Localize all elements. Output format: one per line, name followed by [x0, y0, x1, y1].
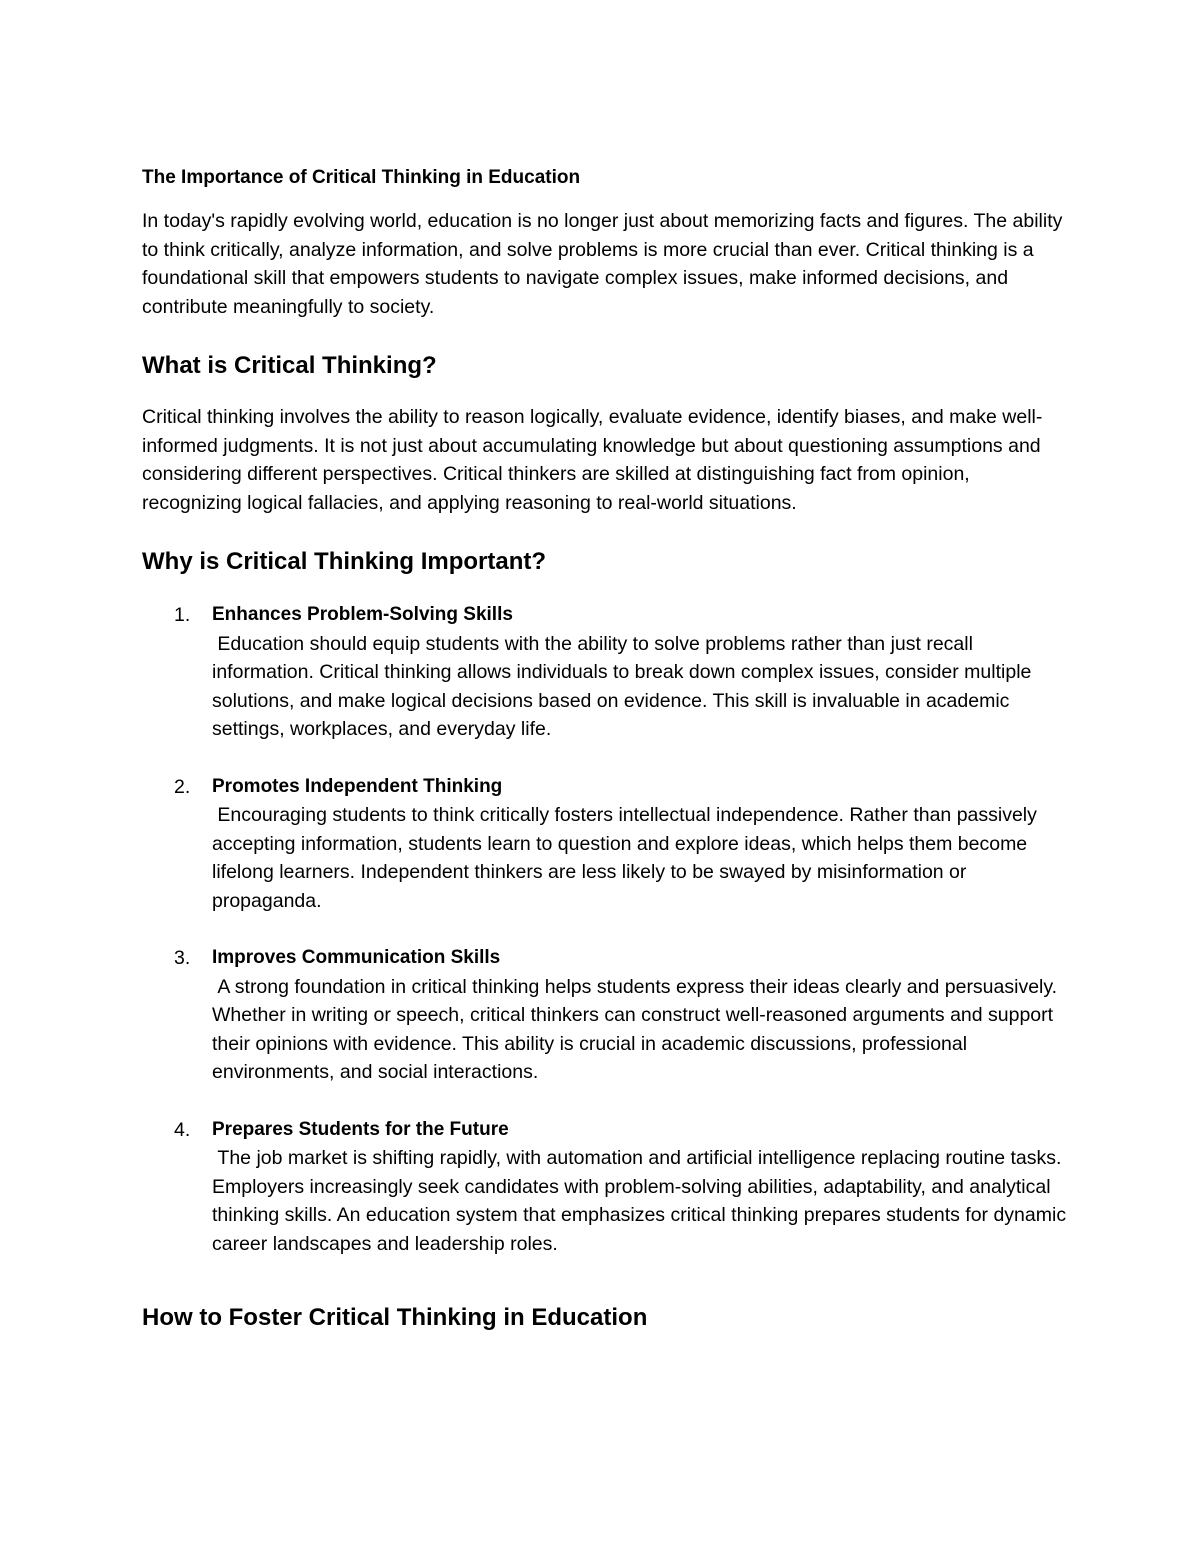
section-heading-why: Why is Critical Thinking Important? — [142, 548, 547, 575]
list-item-number: 4. — [174, 1118, 191, 1141]
list-item — [142, 601, 1072, 744]
list-item-body: Encouraging students to think critically fosters intellectual independence. Rather than passively accepting information, students learn to question and explore ideas, which helps them become lifelong learners. Independent thinkers are less likely to be swayed by misinformation or propaganda. — [212, 804, 1043, 912]
list-item — [142, 944, 1072, 1087]
intro-paragraph: In today's rapidly evolving world, education is no longer just about memorizing facts and figures. The ability to think critically, analyze information, and solve problems is more crucial than ever. Critical thinking is a foundational skill that empowers students to navigate complex issues, make informed decisions, and contribute meaningfully to society. — [142, 210, 1063, 318]
list-item — [142, 773, 1072, 916]
list-item-body: A strong foundation in critical thinking helps students express their ideas clearly and persuasively. Whether in writing or speech, critical thinkers can construct well-reasoned arguments and support their opinions with evidence. This ability is crucial in academic discussions, professional environments, and social interactions. — [212, 975, 1063, 1083]
list-item-body: The job market is shifting rapidly, with automation and artificial intelligence replacing routine tasks. Employers increasingly seek candidates with problem-solving abilities, adaptability, and analytical thinking skills. An education system that emphasizes critical thinking prepares students for dynamic career landscapes and leadership roles. — [212, 1147, 1072, 1255]
section-heading-how: How to Foster Critical Thinking in Education — [142, 1304, 648, 1331]
document-title: The Importance of Critical Thinking in Education — [142, 167, 581, 188]
list-item-title: Prepares Students for the Future — [212, 1118, 509, 1140]
list-item-title: Promotes Independent Thinking — [212, 775, 503, 797]
list-item-number: 2. — [174, 775, 191, 798]
list-item-title: Enhances Problem-Solving Skills — [212, 604, 513, 625]
section-heading-what: What is Critical Thinking? — [142, 352, 437, 379]
list-item — [142, 1116, 1072, 1259]
list-item-body: Education should equip students with the ability to solve problems rather than just recall information. Critical thinking allows individuals to break down complex issues, consider multiple solutions, and make logical decisions based on evidence. This skill is invaluable in academic settings, workplaces, and everyday life. — [212, 632, 1037, 740]
list-item-title: Improves Communication Skills — [212, 947, 501, 968]
document-page — [142, 164, 1072, 1334]
reasons-list — [142, 601, 1072, 1258]
list-item-number: 1. — [174, 604, 191, 626]
section-paragraph-what: Critical thinking involves the ability to reason logically, evaluate evidence, identify biases, and make well-informed judgments. It is not just about accumulating knowledge but about questioning assumptions and considering different perspectives. Critical thinkers are skilled at distinguishing fact from opinion, recognizing logical fallacies, and applying reasoning to real-world situations. — [142, 406, 1043, 514]
list-item-number: 3. — [174, 947, 191, 969]
